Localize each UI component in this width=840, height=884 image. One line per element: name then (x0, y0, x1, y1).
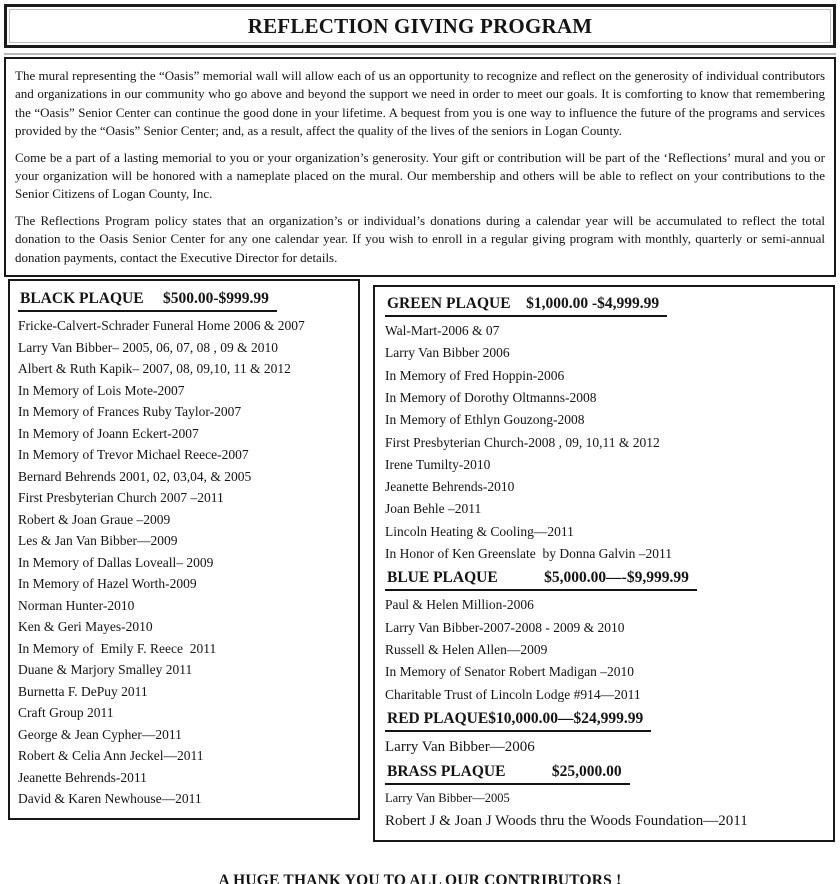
separator-line (4, 53, 836, 55)
contributor-entry: Burnetta F. DePuy 2011 (18, 683, 148, 699)
contributor-entry: Jeanette Behrends-2010 (385, 479, 515, 495)
black-plaque-box (8, 279, 360, 820)
contributor-entry: In Memory of Fred Hoppin-2006 (385, 367, 565, 383)
contributor-entry: In Memory of Dorothy Oltmanns-2008 (385, 389, 597, 405)
contributor-entry: In Memory of Hazel Worth-2009 (18, 576, 197, 592)
contributor-entry: In Memory of Ethlyn Gouzong-2008 (385, 412, 585, 428)
page-title: REFLECTION GIVING PROGRAM (247, 13, 593, 38)
plaque-columns (8, 279, 835, 842)
green-plaque-header: GREEN PLAQUE $1,000.00 -$4,999.99 (385, 294, 667, 317)
black-plaque-header: BLACK PLAQUE $500.00-$999.99 (18, 289, 277, 312)
contributor-entry: In Memory of Lois Mote-2007 (18, 382, 185, 398)
contributor-entry: Larry Van Bibber-2007-2008 - 2009 & 2010 (385, 619, 625, 635)
intro-text-box (4, 57, 836, 277)
contributor-entry: Bernard Behrends 2001, 02, 03,04, & 2005 (18, 468, 252, 484)
contributor-entry: In Memory of Trevor Michael Reece-2007 (18, 447, 249, 463)
contributor-entry: Larry Van Bibber– 2005, 06, 07, 08 , 09 & 2010 (18, 339, 278, 355)
intro-paragraph-2: Come be a part of a lasting memorial to you or your organization’s generosity. Your gift or contribution will be part of the ‘Reflections’ mural and you or your organization will be honored with a nameplate placed on the mural. Our membership and others will be able to reflect on your contributions to the Senior Citizens of Logan County, Inc. (15, 149, 825, 202)
contributor-entry: Charitable Trust of Lincoln Lodge #914—2011 (385, 686, 641, 702)
contributor-entry: Larry Van Bibber—2006 (385, 738, 535, 755)
contributor-entry: In Memory of Emily F. Reece 2011 (18, 640, 217, 656)
contributor-entry: Norman Hunter-2010 (18, 597, 135, 613)
contributor-entry: Larry Van Bibber—2005 (385, 790, 510, 805)
contributor-entry: Larry Van Bibber 2006 (385, 345, 510, 361)
brass-plaque-header: BRASS PLAQUE $25,000.00 (385, 762, 630, 785)
contributor-entry: In Honor of Ken Greenslate by Donna Galvin –2011 (385, 546, 673, 562)
contributor-entry: Paul & Helen Million-2006 (385, 597, 534, 613)
contributor-entry: Robert & Joan Graue –2009 (18, 511, 171, 527)
contributor-entry: First Presbyterian Church-2008 , 09, 10,11 & 2012 (385, 434, 660, 450)
contributor-entry: Russell & Helen Allen—2009 (385, 641, 548, 657)
contributor-entry: Albert & Ruth Kapik– 2007, 08, 09,10, 11 & 2012 (18, 361, 291, 377)
right-plaque-box (373, 285, 835, 842)
contributor-entry: Joan Behle –2011 (385, 501, 482, 517)
contributor-entry: Robert J & Joan J Woods thru the Woods Foundation—2011 (385, 812, 748, 829)
contributor-entry: First Presbyterian Church 2007 –2011 (18, 490, 224, 506)
contributor-entry: In Memory of Joann Eckert-2007 (18, 425, 199, 441)
contributor-entry: Lincoln Heating & Cooling—2011 (385, 523, 574, 539)
intro-paragraph-1: The mural representing the “Oasis” memorial wall will allow each of us an opportunity to recognize and reflect on the generosity of individual contributors and organizations in our community who go above and beyond the support we need in order to meet our goals. It is comforting to know that remembering the “Oasis” Senior Center can continue the good done in your lifetime. A bequest from you is one way to influence the future of the programs and services provided by the “Oasis” Senior Center; and, as a result, affect the quality of the lives of the seniors in Logan County. (15, 68, 825, 139)
contributor-entry: Jeanette Behrends-2011 (18, 769, 147, 785)
contributor-entry: In Memory of Dallas Loveall– 2009 (18, 554, 214, 570)
intro-paragraph-3: The Reflections Program policy states that an organization’s or individual’s donations during a calendar year will be accumulated to reflect the total donation to the Oasis Senior Center for any one calendar year. If you wish to enroll in a regular giving program with monthly, quarterly or semi-annual donation payments, contact the Executive Director for details. (15, 212, 825, 265)
blue-plaque-header: BLUE PLAQUE $5,000.00—-$9,999.99 (385, 568, 697, 591)
contributor-entry: In Memory of Senator Robert Madigan –2010 (385, 664, 634, 680)
footer-thank-you: A HUGE THANK YOU TO ALL OUR CONTRIBUTORS ! (218, 871, 622, 884)
contributor-entry: Les & Jan Van Bibber—2009 (18, 533, 178, 549)
contributor-entry: In Memory of Frances Ruby Taylor-2007 (18, 404, 242, 420)
contributor-entry: Robert & Celia Ann Jeckel—2011 (18, 748, 204, 764)
contributor-entry: Ken & Geri Mayes-2010 (18, 619, 153, 635)
contributor-entry: Wal-Mart-2006 & 07 (385, 323, 500, 339)
contributor-entry: David & Karen Newhouse—2011 (18, 791, 202, 807)
contributor-entry: Duane & Marjory Smalley 2011 (18, 662, 193, 678)
contributor-entry: Craft Group 2011 (18, 705, 114, 721)
contributor-entry: George & Jean Cypher—2011 (18, 726, 182, 742)
contributor-entry: Fricke-Calvert-Schrader Funeral Home 2006 & 2007 (18, 318, 305, 334)
red-plaque-header: RED PLAQUE$10,000.00—$24,999.99 (385, 709, 651, 732)
contributor-entry: Irene Tumilty-2010 (385, 456, 491, 472)
title-box (4, 4, 836, 48)
